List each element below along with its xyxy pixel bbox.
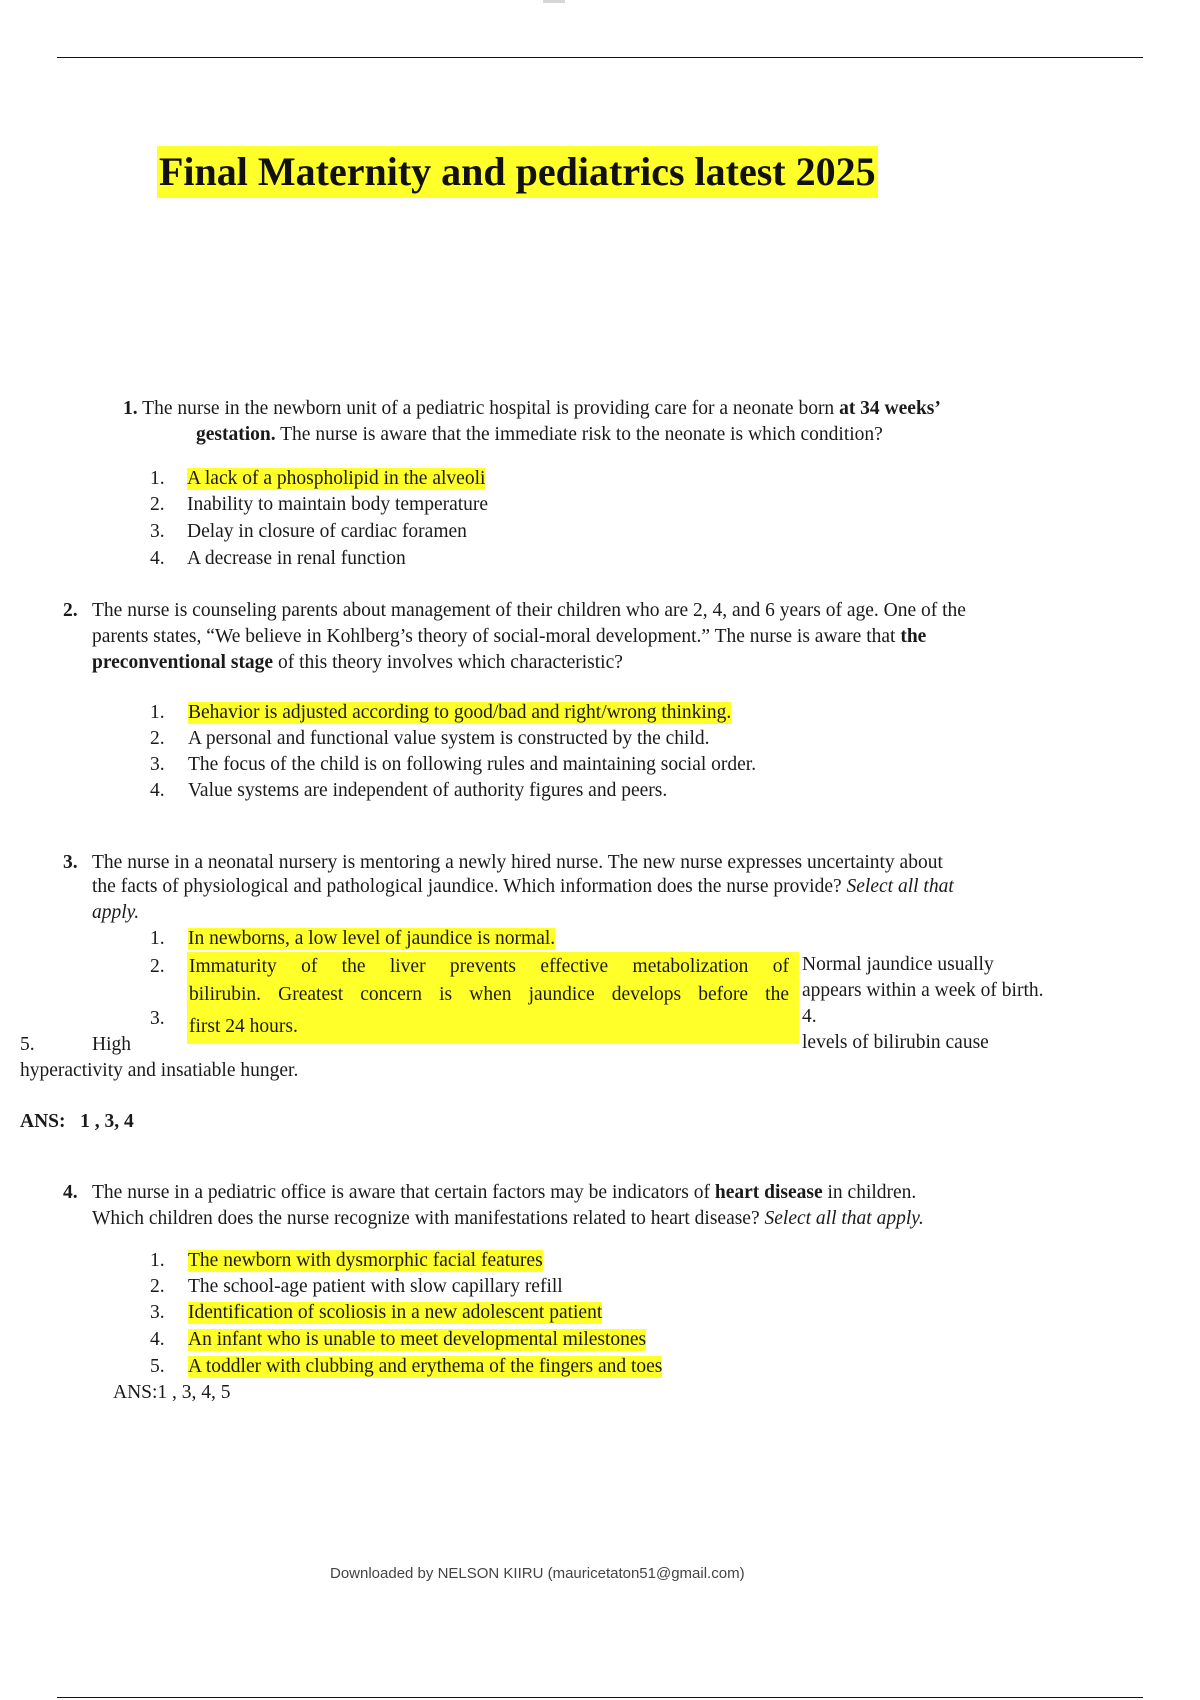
question-number: 4. bbox=[63, 1182, 78, 1203]
question-text: The nurse is counseling parents about management of their children who are 2, 4, and 6 years of age. One of the bbox=[92, 600, 966, 621]
list-item: 3. bbox=[150, 521, 165, 542]
question-text: Which children does the nurse recognize with manifestations related to heart disease? bbox=[92, 1208, 765, 1229]
correct-answer: A toddler with clubbing and erythema of the fingers and toes bbox=[188, 1356, 663, 1377]
question-instruction: apply. bbox=[92, 902, 140, 923]
question-emphasis: preconventional stage bbox=[92, 652, 274, 673]
question-emphasis: the bbox=[900, 626, 927, 647]
question-instruction: Select all that apply. bbox=[764, 1208, 924, 1229]
list-item: 2. bbox=[150, 728, 165, 749]
question-text: The nurse in a pediatric office is aware that certain factors may be indicators of bbox=[92, 1182, 715, 1203]
answer-key: ANS:1 , 3, 4, 5 bbox=[113, 1382, 231, 1403]
correct-answer: The newborn with dysmorphic facial features bbox=[188, 1250, 543, 1271]
list-item: 4. bbox=[150, 548, 165, 569]
list-item: 4. bbox=[150, 1329, 165, 1350]
list-item: 1. bbox=[150, 928, 165, 949]
question-emphasis: heart disease bbox=[714, 1182, 823, 1203]
question-text: parents states, “We believe in Kohlberg’s theory of social-moral development.” The nurse is aware that bbox=[92, 626, 901, 647]
header-rule bbox=[57, 57, 1143, 58]
question-text: in children. bbox=[822, 1182, 917, 1203]
option-text: Normal jaundice usually bbox=[802, 954, 994, 975]
question-text: The nurse is aware that the immediate risk to the neonate is which condition? bbox=[275, 424, 883, 445]
question-text: of this theory involves which characteristic? bbox=[273, 652, 623, 673]
question-text: the facts of physiological and pathological jaundice. Which information does the nurse provide? bbox=[92, 876, 847, 897]
correct-answer: Identification of scoliosis in a new adolescent patient bbox=[188, 1302, 603, 1323]
option-text: Value systems are independent of authority figures and peers. bbox=[188, 780, 668, 801]
list-item: 5. bbox=[20, 1034, 35, 1055]
question-number: 2. bbox=[63, 600, 78, 621]
page-top-mark bbox=[543, 0, 565, 3]
list-item: 2. bbox=[150, 1276, 165, 1297]
option-text: appears within a week of birth. bbox=[802, 980, 1044, 1001]
list-item: 3. bbox=[150, 1008, 165, 1029]
option-text: Inability to maintain body temperature bbox=[187, 494, 489, 515]
list-item: 3. bbox=[150, 1302, 165, 1323]
list-item: 2. bbox=[150, 956, 165, 977]
list-item: 5. bbox=[150, 1356, 165, 1377]
option-text: Delay in closure of cardiac foramen bbox=[187, 521, 467, 542]
list-item: 1. bbox=[150, 702, 165, 723]
option-text: A personal and functional value system is constructed by the child. bbox=[188, 728, 710, 749]
correct-answer: Behavior is adjusted according to good/bad and right/wrong thinking. bbox=[188, 702, 732, 723]
list-item: 1. bbox=[150, 468, 165, 489]
correct-answer: A lack of a phospholipid in the alveoli bbox=[187, 468, 486, 489]
list-item: 4. bbox=[802, 1006, 817, 1027]
option-text: hyperactivity and insatiable hunger. bbox=[20, 1060, 299, 1081]
correct-answer: bilirubin. Greatest concern is when jaundice develops before the bbox=[189, 984, 789, 1005]
page-title: Final Maternity and pediatrics latest 2025 bbox=[157, 146, 878, 198]
question-emphasis: gestation. bbox=[196, 424, 276, 445]
question-number: 1. bbox=[123, 398, 138, 419]
answer-key: ANS: 1 , 3, 4 bbox=[20, 1111, 134, 1132]
option-text: The school-age patient with slow capillary refill bbox=[188, 1276, 563, 1297]
option-text: A decrease in renal function bbox=[187, 548, 406, 569]
list-item: 2. bbox=[150, 494, 165, 515]
option-text: High bbox=[92, 1034, 131, 1055]
footer-rule bbox=[57, 1697, 1143, 1698]
question-instruction: Select all that bbox=[846, 876, 954, 897]
question-number: 3. bbox=[63, 852, 78, 873]
correct-answer: first 24 hours. bbox=[189, 1016, 298, 1037]
list-item: 1. bbox=[150, 1250, 165, 1271]
option-text: The focus of the child is on following rules and maintaining social order. bbox=[188, 754, 757, 775]
list-item: 3. bbox=[150, 754, 165, 775]
correct-answer: An infant who is unable to meet developmental milestones bbox=[188, 1329, 647, 1350]
question-text: The nurse in a neonatal nursery is mentoring a newly hired nurse. The new nurse expresses uncertainty about bbox=[92, 852, 943, 873]
download-footer: Downloaded by NELSON KIIRU (mauricetaton51@gmail.com) bbox=[330, 1565, 745, 1582]
correct-answer: Immaturity of the liver prevents effective metabolization of bbox=[189, 956, 789, 977]
question-emphasis: at 34 weeks’ bbox=[839, 398, 941, 419]
list-item: 4. bbox=[150, 780, 165, 801]
question-text: The nurse in the newborn unit of a pediatric hospital is providing care for a neonate born bbox=[142, 398, 840, 419]
option-text: levels of bilirubin cause bbox=[802, 1032, 989, 1053]
correct-answer: In newborns, a low level of jaundice is normal. bbox=[188, 928, 556, 949]
